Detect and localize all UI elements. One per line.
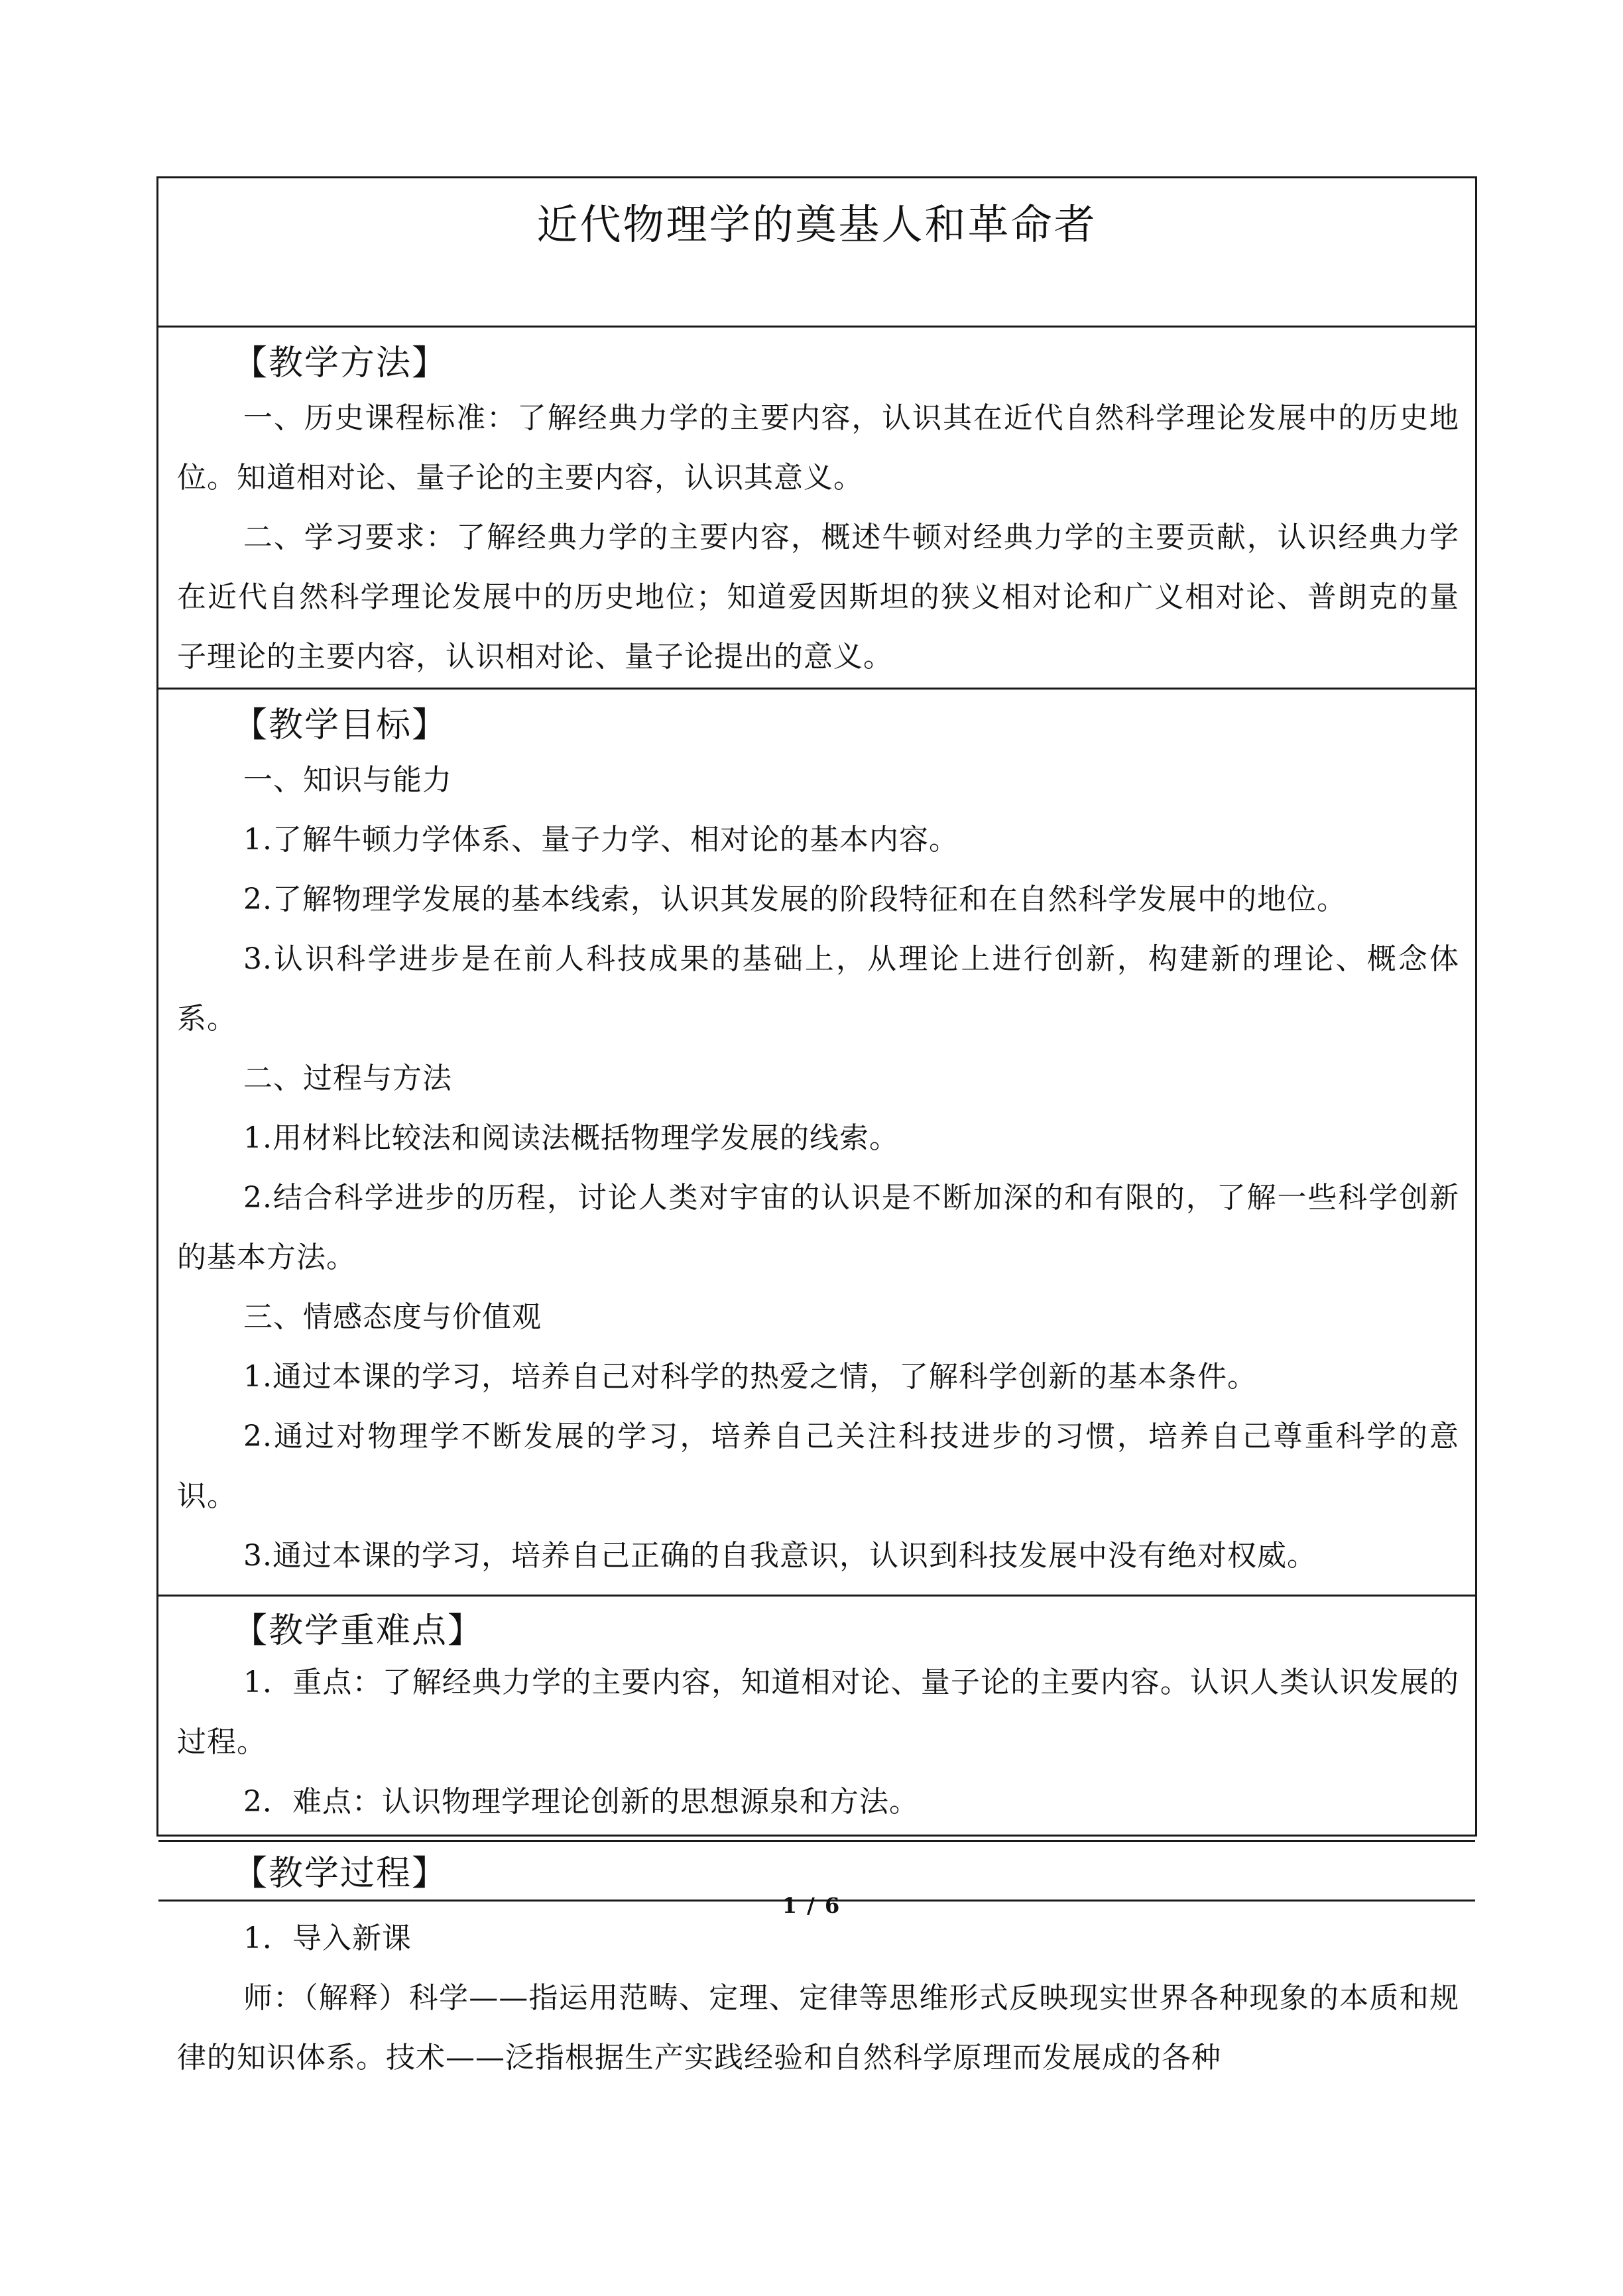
- methods-paragraph-1: 一、历史课程标准：了解经典力学的主要内容，认识其在近代自然科学理论发展中的历史地位。知道相对论、量子论的主要内容，认识其意义。: [177, 401, 1459, 495]
- row-divider: [158, 688, 1475, 690]
- objectives-item: 2.结合科学进步的历程，讨论人类对宇宙的认识是不断加深的和有限的，了解一些科学创新的基本方法。: [177, 1181, 1459, 1274]
- key-point-item: 1．重点：了解经典力学的主要内容，知道相对论、量子论的主要内容。认识人类认识发展的过程。: [177, 1665, 1459, 1759]
- section-heading-key-points: 【教学重难点】: [233, 1611, 484, 1651]
- page-number: 1 / 6: [782, 1893, 841, 1918]
- row-divider: [158, 326, 1475, 328]
- row-divider: [158, 1595, 1475, 1597]
- objectives-item: 一、知识与能力: [243, 763, 452, 797]
- objectives-item: 二、过程与方法: [243, 1061, 452, 1095]
- document-title: 近代物理学的奠基人和革命者: [536, 200, 1097, 249]
- objectives-item: 1.用材料比较法和阅读法概括物理学发展的线索。: [243, 1121, 899, 1155]
- objectives-item: 3.通过本课的学习，培养自己正确的自我意识，认识到科技发展中没有绝对权威。: [243, 1539, 1317, 1573]
- key-point-item: 2．难点：认识物理学理论创新的思想源泉和方法。: [243, 1785, 919, 1819]
- objectives-item: 1.通过本课的学习，培养自己对科学的热爱之情，了解科学创新的基本条件。: [243, 1360, 1257, 1394]
- section-heading-process: 【教学过程】: [233, 1854, 448, 1894]
- objectives-item: 1.了解牛顿力学体系、量子力学、相对论的基本内容。: [243, 823, 959, 857]
- section-heading-methods: 【教学方法】: [233, 343, 448, 383]
- objectives-item: 三、情感态度与价值观: [243, 1300, 542, 1334]
- section-heading-objectives: 【教学目标】: [233, 705, 448, 745]
- objectives-item: 2.了解物理学发展的基本线索，认识其发展的阶段特征和在自然科学发展中的地位。: [243, 882, 1347, 916]
- process-paragraph: 1．导入新课: [243, 1921, 412, 1955]
- row-divider: [158, 1840, 1475, 1842]
- process-paragraph: 师：（解释）科学——指运用范畴、定理、定律等思维形式反映现实世界各种现象的本质和规律的知识体系。技术——泛指根据生产实践经验和自然科学原理而发展成的各种: [177, 1981, 1459, 2075]
- methods-paragraph-2: 二、学习要求：了解经典力学的主要内容，概述牛顿对经典力学的主要贡献，认识经典力学在近代自然科学理论发展中的历史地位；知道爱因斯坦的狭义相对论和广义相对论、普朗克的量子理论的主要内容，认识相对论、量子论提出的意义。: [177, 520, 1459, 674]
- objectives-item: 3.认识科学进步是在前人科技成果的基础上，从理论上进行创新，构建新的理论、概念体系。: [177, 942, 1459, 1036]
- objectives-item: 2.通过对物理学不断发展的学习，培养自己关注科技进步的习惯，培养自己尊重科学的意识。: [177, 1420, 1459, 1513]
